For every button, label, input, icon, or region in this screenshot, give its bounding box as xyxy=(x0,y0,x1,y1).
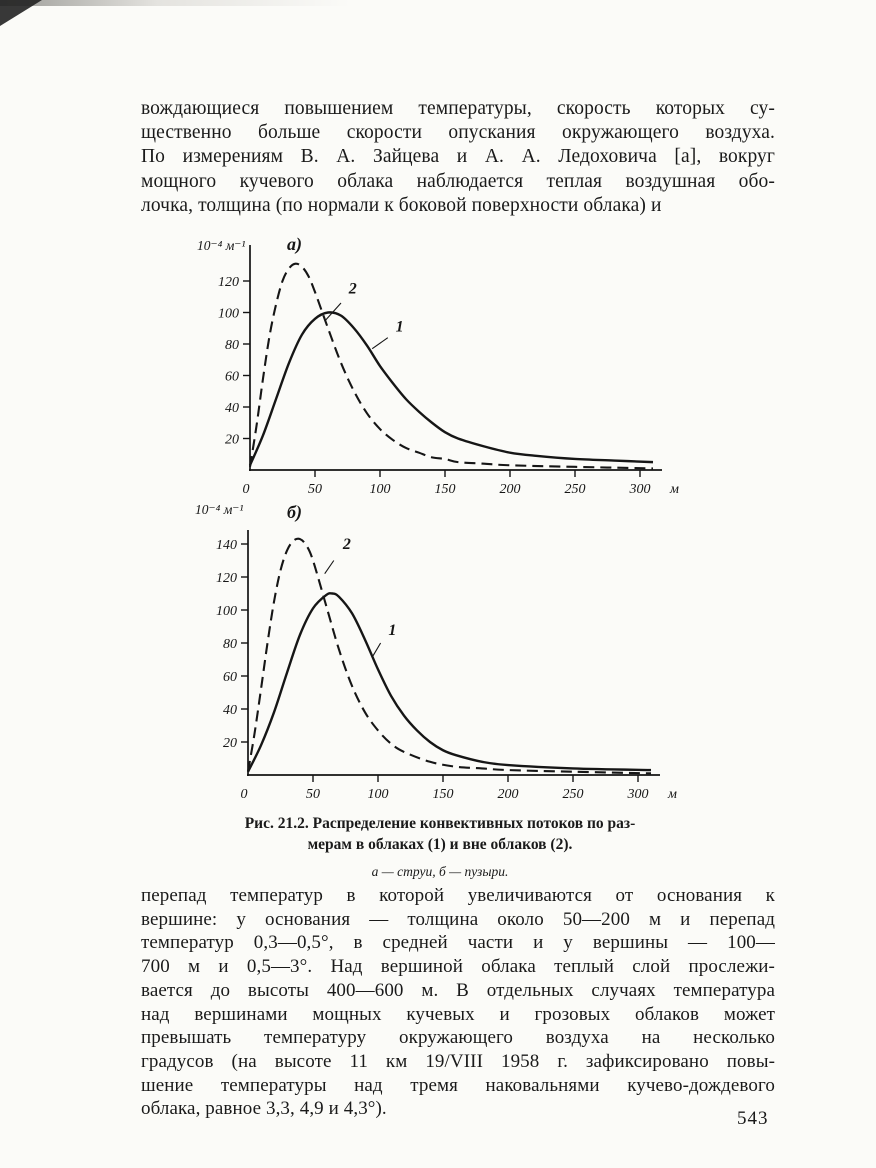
text-line: над вершинами мощных кучевых и грозовых облаков может xyxy=(141,1003,775,1025)
text-line: щественно больше скорости опускания окружающего воздуха. xyxy=(141,122,775,144)
curve-1 xyxy=(248,593,651,771)
text-line: шение температуры над тремя наковальнями кучево-дождевого xyxy=(141,1074,775,1096)
x-tick-label: 150 xyxy=(432,787,454,802)
x-tick-label: 0 xyxy=(242,482,250,497)
y-tick-label: 40 xyxy=(225,401,239,416)
curve-label-2: 2 xyxy=(348,280,357,298)
text-line: мощного кучевого облака наблюдается теплая воздушная обо- xyxy=(141,170,775,192)
x-tick-label: 50 xyxy=(308,482,322,497)
y-tick-label: 120 xyxy=(218,275,239,290)
scan-corner-mark xyxy=(0,0,42,26)
x-tick-label: 150 xyxy=(434,482,456,497)
paragraph-top xyxy=(141,97,775,218)
scan-edge-shadow xyxy=(0,0,876,6)
x-tick-label: 100 xyxy=(367,787,389,802)
curve-1 xyxy=(250,312,653,465)
x-tick-label: 250 xyxy=(562,787,584,802)
y-tick-label: 20 xyxy=(225,432,239,448)
y-unit-label: 10⁻⁴ м⁻¹ xyxy=(197,238,246,253)
y-tick-label: 80 xyxy=(225,338,239,353)
curve-label-2: 2 xyxy=(342,535,351,553)
curve-label-1: 1 xyxy=(395,318,404,336)
y-tick-label: 60 xyxy=(225,369,239,385)
text-line: По измерениям В. А. Зайцева и А. А. Ледоховича [а], вокруг xyxy=(141,146,775,168)
text-line: вается до высоты 400—600 м. В отдельных случаях температура xyxy=(141,979,775,1001)
page-number: 543 xyxy=(737,1108,769,1129)
figure-caption-text xyxy=(190,813,690,855)
chart-b-bubbles xyxy=(185,498,695,804)
curve-2 xyxy=(250,264,653,469)
curve-label-1: 1 xyxy=(388,621,397,639)
y-tick-label: 140 xyxy=(216,538,237,553)
text-line: градусов (на высоте 11 км 19/VIII 1958 г. зафиксировано повы- xyxy=(141,1050,775,1072)
x-tick-label: 200 xyxy=(499,482,521,497)
y-tick-label: 40 xyxy=(223,703,237,718)
figure-caption xyxy=(190,813,690,880)
y-tick-label: 100 xyxy=(218,306,239,322)
y-unit-label: 10⁻⁴ м⁻¹ xyxy=(195,502,244,517)
y-tick-label: 100 xyxy=(216,604,237,619)
x-tick-label: 250 xyxy=(564,482,586,497)
curve-leader-2 xyxy=(325,561,334,574)
x-unit-label: м xyxy=(668,787,677,802)
text-line: перепад температур в которой увеличиваются от основания к xyxy=(141,885,775,906)
y-tick-label: 120 xyxy=(216,571,237,586)
text-line: мерам в облаках (1) и вне облаков (2). xyxy=(307,836,573,853)
panel-label: б) xyxy=(287,502,302,522)
chart-a-jets xyxy=(185,233,685,499)
text-line: вождающиеся повышением температуры, скорость которых су- xyxy=(141,98,775,119)
x-tick-label: 0 xyxy=(240,787,248,802)
curve-2 xyxy=(248,539,651,774)
figure-21-2 xyxy=(0,225,876,885)
text-line: 700 м и 0,5—3°. Над вершиной облака теплый слой прослежи- xyxy=(141,956,775,978)
y-tick-label: 60 xyxy=(223,670,237,685)
x-tick-label: 200 xyxy=(497,787,519,802)
x-tick-label: 100 xyxy=(369,482,391,497)
x-tick-label: 300 xyxy=(627,787,649,802)
figure-subcaption: а — струи, б — пузыри. xyxy=(371,864,509,879)
text-line: лочка, толщина (по нормали к боковой поверхности облака) и xyxy=(141,194,662,216)
x-unit-label: м xyxy=(670,482,679,497)
text-line: вершине: у основания — толщина около 50—200 м и перепад xyxy=(141,908,775,930)
curve-leader-1 xyxy=(372,338,388,349)
x-tick-label: 300 xyxy=(629,482,651,497)
y-tick-label: 20 xyxy=(223,736,237,751)
text-line: Рис. 21.2. Распределение конвективных потоков по раз- xyxy=(244,815,636,832)
text-line: облака, равное 3,3, 4,9 и 4,3°). xyxy=(141,1098,387,1120)
y-tick-label: 80 xyxy=(223,637,237,652)
text-line: превышать температуру окружающего воздуха на несколько xyxy=(141,1027,775,1049)
text-line: температур 0,3—0,5°, в средней части и у вершины — 100— xyxy=(141,932,775,954)
paragraph-bottom xyxy=(141,884,775,1121)
curve-leader-1 xyxy=(373,643,381,656)
panel-label: а) xyxy=(287,234,302,254)
x-tick-label: 50 xyxy=(306,787,320,802)
